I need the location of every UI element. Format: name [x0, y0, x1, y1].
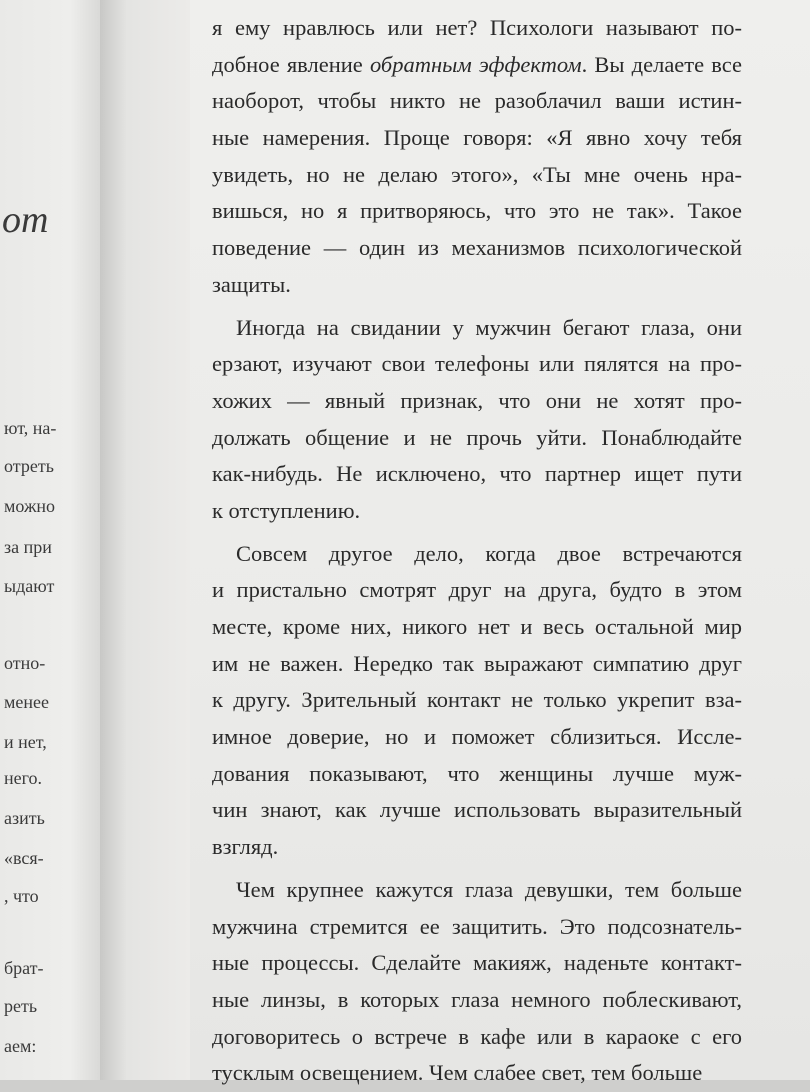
paragraph-line: ерзают, изучают свои телефоны или пялятся на про-: [212, 351, 742, 377]
paragraph-line: Чем крупнее кажутся глаза девушки, тем больше: [236, 876, 742, 902]
paragraph-line: имное доверие, но и поможет сблизиться. Иссле-: [212, 724, 742, 750]
left-page-line: «вся-: [4, 848, 44, 868]
left-page-line: , что: [4, 886, 39, 906]
left-page-line: него.: [4, 768, 43, 788]
paragraph-line: к отступлению.: [212, 497, 361, 523]
paragraph-line: добное явление обратным эффектом. Вы делаете все: [212, 51, 742, 77]
left-page-line: ют, на-: [4, 418, 57, 438]
paragraph-line: ные процессы. Сделайте макияж, наденьте контакт-: [212, 950, 742, 976]
paragraph-line: взгляд.: [212, 834, 279, 860]
left-page-line: азить: [4, 808, 45, 828]
left-page: [0, 0, 100, 1080]
italic-term: обратным эффектом: [369, 51, 582, 77]
paragraph-line: месте, кроме них, никого нет и весь остальной мир: [212, 614, 742, 639]
left-page-line: и нет,: [4, 732, 47, 752]
paragraph-line: хожих — явный признак, что они не хотят про-: [212, 387, 742, 413]
paragraph-line: должать общение и не прочь уйти. Понаблюдайте: [212, 424, 742, 450]
book-gutter: [100, 0, 190, 1080]
paragraph-line: поведение — один из механизмов психологической: [212, 235, 742, 261]
paragraph-line: ные линзы, в которых глаза немного поблескивают,: [212, 986, 742, 1012]
paragraph-line: защиты.: [212, 271, 291, 297]
left-page-line: менее: [4, 692, 49, 712]
paragraph-line: Иногда на свидании у мужчин бегают глаза, они: [236, 314, 742, 340]
paragraph-line: чин знают, как лучше использовать выразительный: [212, 797, 742, 823]
paragraph-line: Совсем другое дело, когда двое встречаются: [236, 540, 742, 566]
paragraph-line: ные намерения. Проще говоря: «Я явно хочу тебя: [212, 125, 742, 151]
left-page-line: отно-: [4, 653, 46, 673]
chapter-heading-fragment: от: [2, 199, 49, 241]
paragraph-line: договоритесь о встрече в кафе или в караоке с его: [212, 1023, 742, 1049]
paragraph-line: как-нибудь. Не исключено, что партнер ищет пути: [212, 461, 742, 487]
left-page-line: реть: [4, 996, 38, 1016]
paragraph-line: к другу. Зрительный контакт не только укрепит вза-: [212, 687, 742, 713]
left-page-line: отреть: [4, 456, 54, 476]
paragraph-line: тусклым освещением. Чем слабее свет, тем больше: [212, 1060, 703, 1086]
paragraph-line: и пристально смотрят друг на друга, будто в этом: [212, 577, 742, 603]
left-page-line: можно: [4, 496, 56, 516]
page-text: [212, 10, 742, 1092]
paragraph-line: им не важен. Нередко так выражают симпатию друг: [212, 650, 742, 676]
left-page-line: брат-: [4, 958, 44, 978]
paragraph-line: вишься, но я притворяюсь, что это не так». Такое: [212, 198, 742, 224]
paragraph-line: увидеть, но не делаю этого», «Ты мне очень нра-: [212, 161, 742, 187]
paragraph-line: дования показывают, что женщины лучше муж-: [212, 760, 742, 786]
left-page-line: ыдают: [4, 576, 55, 596]
left-page-line: за при: [4, 537, 52, 557]
left-page-line: аем:: [4, 1036, 37, 1056]
paragraph-line: мужчина стремится ее защитить. Это подсознатель-: [212, 913, 742, 939]
paragraph-line: я ему нравлюсь или нет? Психологи называют по-: [212, 15, 742, 40]
paragraph-line: наоборот, чтобы никто не разоблачил ваши истин-: [212, 88, 742, 114]
